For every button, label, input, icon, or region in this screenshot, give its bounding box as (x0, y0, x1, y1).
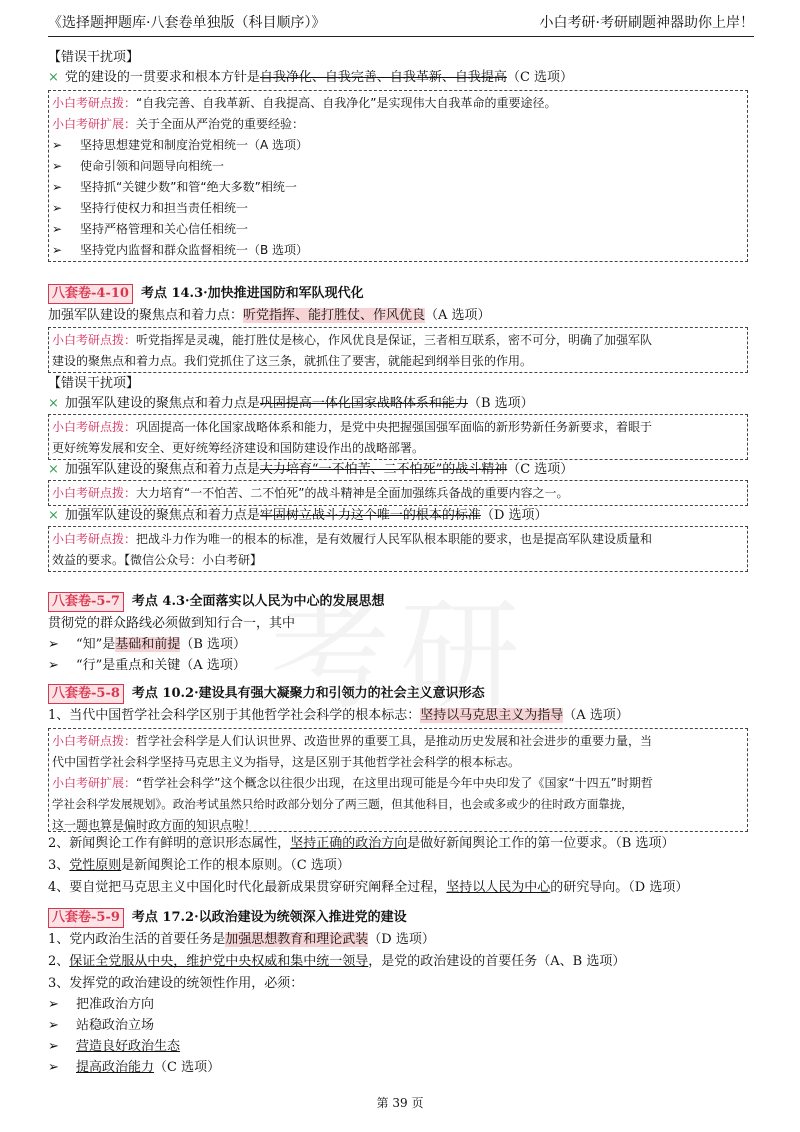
list-item: ➢ 坚持思想建党和制度治党相统一（A 选项） (52, 135, 744, 156)
page-header (48, 8, 754, 37)
section-heading: 八套卷-5-7 考点 4.3·全面落实以人民为中心的发展思想 (48, 592, 385, 612)
list-item: ➢ 使命引领和问题导向相统一 (52, 156, 744, 177)
list-item: ➢ 坚持党内监督和群众监督相统一（B 选项） (52, 240, 744, 261)
section-heading: 八套卷-5-9 考点 17.2·以政治建设为统领深入推进党的建设 (48, 908, 407, 928)
arrow-bullet-icon: ➢ (52, 138, 63, 152)
distractor-item: × 加强军队建设的聚焦点和着力点是牢固树立战斗力这个唯一的根本的标准（D 选项） (48, 508, 548, 523)
arrow-bullet-icon: ➢ (48, 1018, 59, 1033)
exam-label: 八套卷-5-9 (48, 908, 124, 928)
cross-icon: × (48, 462, 59, 477)
question-line: 加强军队建设的聚焦点和着力点：听党指挥、能打胜仗、作风优良（A 选项） (48, 308, 491, 323)
arrow-bullet-icon: ➢ (48, 637, 59, 652)
list-item: ➢ 提高政治能力（C 选项） (48, 1058, 220, 1078)
arrow-bullet-icon: ➢ (52, 243, 63, 257)
list-item: ➢ “知”是基础和前提（B 选项） (48, 635, 246, 655)
distractor-item: × 加强军队建设的聚焦点和着力点是巩固提高一体化国家战略体系和能力（B 选项） (48, 396, 534, 411)
note-box: 小白考研点拨：把战斗力作为唯一的根本的标准，是有效履行人民军队根本职能的要求，也是提高军队建设质量和 效益的要求。【微信公众号：小白考研】 (48, 526, 748, 572)
arrow-bullet-icon: ➢ (48, 1039, 59, 1054)
question-line: 2、保证全党服从中央，维护党中央权威和集中统一领导，是党的政治建设的首要任务（A、B 选项） (48, 954, 626, 969)
exam-label: 八套卷-5-7 (48, 592, 124, 612)
question-line: 3、党性原则是新闻舆论工作的根本原则。（C 选项） (48, 858, 350, 873)
header-slogan: 小白考研·考研刷题神器助你上岸！ (539, 15, 754, 31)
arrow-bullet-icon: ➢ (52, 222, 63, 236)
question-line: 4、要自觉把马克思主义中国化时代化最新成果贯穿研究阐释全过程，坚持以人民为中心的研究导向。（D 选项） (48, 880, 689, 895)
question-line: 1、党内政治生活的首要任务是加强思想教育和理论武装（D 选项） (48, 932, 435, 947)
arrow-bullet-icon: ➢ (52, 159, 63, 173)
page-number: 第 39 页 (376, 1096, 424, 1110)
distractor-heading: 【错误干扰项】 (48, 50, 140, 65)
question-line: 2、新闻舆论工作有鲜明的意识形态属性，坚持正确的政治方向是做好新闻舆论工作的第一位要求。（B 选项） (48, 836, 675, 851)
section-heading: 八套卷-4-10 考点 14.3·加快推进国防和军队现代化 (48, 284, 364, 304)
note-box: 小白考研点拨：听党指挥是灵魂，能打胜仗是核心，作风优良是保证，三者相互联系，密不可分，明确了加强军队 建设的聚焦点和着力点。我们党抓住了这三条，就抓住了要害，就能起到纲举目张的作用。 (48, 327, 748, 373)
distractor-heading: 【错误干扰项】 (48, 376, 140, 391)
arrow-bullet-icon: ➢ (48, 658, 59, 673)
note-box: 小白考研点拨：巩固提高一体化国家战略体系和能力，是党中央把握强国强军面临的新形势新任务新要求，着眼于 更好统筹发展和安全、更好统筹经济建设和国防建设作出的战略部署。 (48, 414, 748, 460)
exam-label: 八套卷-5-8 (48, 684, 124, 704)
distractor-item: × 党的建设的一贯要求和根本方针是自我净化、自我完善、自我革新、自我提高（C 选项） (48, 70, 574, 85)
arrow-bullet-icon: ➢ (52, 201, 63, 215)
exam-label: 八套卷-4-10 (48, 284, 133, 304)
list-item: ➢ “行”是重点和关键（A 选项） (48, 656, 246, 676)
list-item: ➢ 营造良好政治生态 (48, 1037, 180, 1057)
question-line: 1、当代中国哲学社会科学区别于其他哲学社会科学的根本标志：坚持以马克思主义为指导（A 选项） (48, 708, 629, 723)
list-item: ➢ 站稳政治立场 (48, 1016, 154, 1036)
list-item: ➢ 坚持行使权力和担当责任相统一 (52, 198, 744, 219)
section-heading: 八套卷-5-8 考点 10.2·建设具有强大凝聚力和引领力的社会主义意识形态 (48, 684, 485, 704)
arrow-bullet-icon: ➢ (48, 997, 59, 1012)
cross-icon: × (48, 396, 59, 411)
note-box: 小白考研点拨：哲学社会科学是人们认识世界、改造世界的重要工具，是推动历史发展和社会进步的重要力量，当 代中国哲学社会科学坚持马克思主义为指导，这是区别于其他哲学社会科学的根本标志。 小白考研扩展：“哲学社会科学”这个概念以往很少出现，在这里出现可能是今年中央印发了《国家“十四五”时期哲 学社会科学发展规划》。政治考试虽然只给时政部分划分了两三题，但其他科目，也会或多或少的往时政方面靠拢， 这一题也算是偏时政方面的知识点啦！ (48, 728, 748, 832)
question-line: 3、发挥党的政治建设的统领性作用，必须： (48, 976, 304, 991)
note-box: 小白考研点拨：“自我完善、自我革新、自我提高、自我净化”是实现伟大自我革命的重要途径。 小白考研扩展：关于全面从严治党的重要经验： ➢ 坚持思想建党和制度治党相统一（A 选项） ➢ 使命引领和问题导向相统一 ➢ 坚持抓“关键少数”和管“绝大多数”相统一 ➢ 坚持行使权力和担当责任相统一 ➢ 坚持严格管理和关心信任相统一 ➢ 坚持党内监督和群众监督相统一（B 选项） (48, 90, 748, 262)
note-box: 小白考研点拨：大力培育“一不怕苦、二不怕死”的战斗精神是全面加强练兵备战的重要内容之一。 (48, 480, 748, 506)
header-title: 《选择题押题库·八套卷单独版（科目顺序）》 (48, 15, 326, 31)
distractor-item: × 加强军队建设的聚焦点和着力点是大力培育“一不怕苦、二不怕死”的战斗精神（C 选项） (48, 462, 574, 477)
arrow-bullet-icon: ➢ (52, 180, 63, 194)
list-item: ➢ 坚持严格管理和关心信任相统一 (52, 219, 744, 240)
list-item: ➢ 坚持抓“关键少数”和管“绝大多数”相统一 (52, 177, 744, 198)
question-line: 贯彻党的群众路线必须做到知行合一，其中 (48, 616, 296, 631)
cross-icon: × (48, 508, 59, 523)
arrow-bullet-icon: ➢ (48, 1060, 59, 1075)
cross-icon: × (48, 70, 59, 85)
list-item: ➢ 把准政治方向 (48, 995, 154, 1015)
